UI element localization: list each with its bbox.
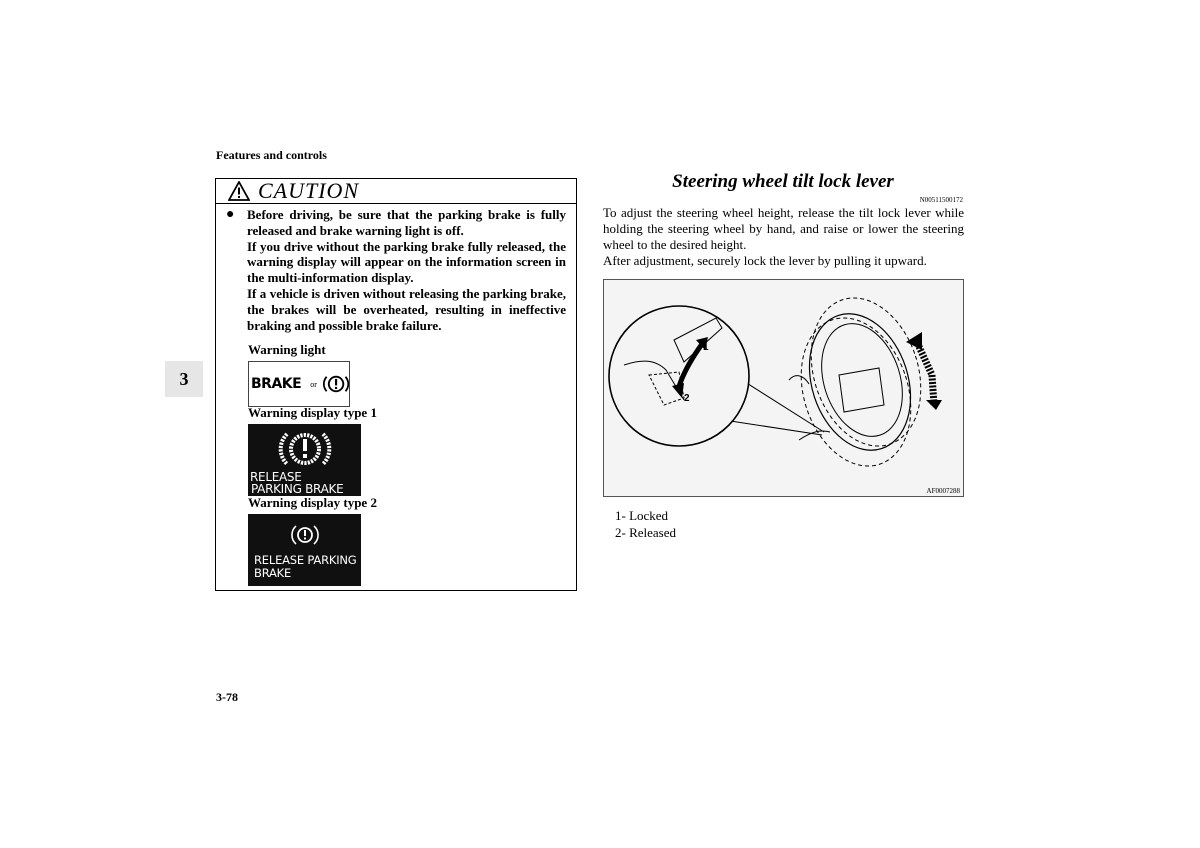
caution-paragraph: If a vehicle is driven without releasing the parking brake, the brakes will be overheated, resulting in ineffective braking and possible brake failure.	[247, 285, 566, 333]
instructions-text	[603, 205, 964, 269]
figure-label-1: 1	[703, 342, 709, 353]
display-type1-line2: PARKING BRAKE	[251, 482, 344, 496]
display-type1-label: Warning display type 1	[248, 405, 377, 420]
instruction-paragraph: To adjust the steering wheel height, release the tilt lock lever while holding the steering wheel by hand, and raise or lower the steering wheel to the desired height.	[603, 205, 964, 252]
caution-paragraph: Before driving, be sure that the parking brake is fully released and brake warning light is off.	[247, 207, 566, 238]
display-type1-line1: RELEASE	[250, 470, 302, 484]
figure-label-2: 2	[684, 393, 690, 404]
legend-item-locked: 1- Locked	[615, 508, 669, 523]
bullet-icon: ●	[226, 207, 235, 222]
brake-warning-icon	[290, 520, 320, 550]
caution-bullet-text	[247, 207, 566, 333]
caution-bullet-item	[226, 207, 566, 333]
section-header: Features and controls	[216, 148, 327, 162]
steering-wheel-illustration	[604, 280, 963, 496]
instruction-paragraph: After adjustment, securely lock the lever by pulling it upward.	[603, 253, 927, 268]
warning-display-type2	[248, 514, 361, 586]
brake-word: BRAKE	[251, 376, 302, 392]
warning-display-type1	[248, 424, 361, 496]
display-type2-line2: BRAKE	[254, 566, 292, 580]
warning-light-image	[248, 361, 350, 407]
caution-body	[216, 204, 576, 333]
page-number: 3-78	[216, 690, 238, 704]
legend-item-released: 2- Released	[615, 525, 677, 540]
caution-box	[215, 178, 577, 591]
chapter-tab: 3	[165, 361, 203, 397]
reference-code: N00511500172	[919, 196, 963, 204]
caution-title-bar	[216, 179, 576, 204]
figure-code: AF0007288	[926, 487, 960, 495]
or-word: or	[310, 379, 317, 389]
steering-figure	[603, 279, 964, 497]
display-type2-label: Warning display type 2	[248, 495, 377, 510]
display-type2-line1: RELEASE PARKING	[254, 553, 357, 567]
section-title: Steering wheel tilt lock lever	[672, 171, 894, 192]
caution-paragraph: If you drive without the parking brake fully released, the warning display will appear on the information screen in the multi-information display.	[247, 238, 566, 286]
warning-light-label: Warning light	[248, 342, 326, 357]
brake-warning-icon	[323, 369, 349, 399]
brake-warning-icon	[276, 427, 334, 471]
warning-triangle-icon	[228, 181, 250, 201]
caution-title: CAUTION	[258, 178, 360, 203]
